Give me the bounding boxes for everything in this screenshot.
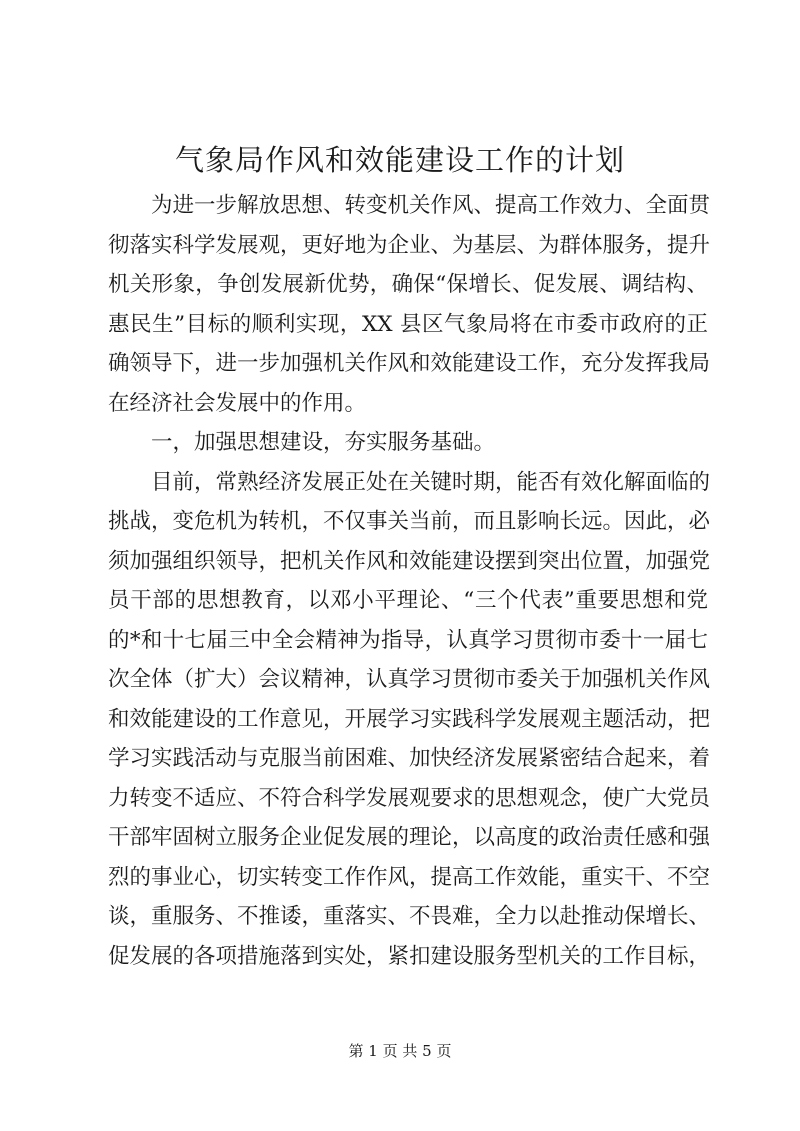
body-line: 彻落实科学发展观，更好地为企业、为基层、为群体服务，提升 bbox=[108, 232, 711, 258]
body-line: 须加强组织领导，把机关作风和效能建设摆到突出位置，加强党 bbox=[108, 548, 711, 574]
body-line: 在经济社会发展中的作用。 bbox=[108, 390, 367, 416]
body-line: 机关形象，争创发展新优势，确保“保增长、促发展、调结构、 bbox=[108, 272, 708, 297]
body-line: 确领导下，进一步加强机关作风和效能建设工作，充分发挥我局 bbox=[108, 351, 711, 376]
body-line: 烈的事业心，切实转变工作作风，提高工作效能，重实干、不空 bbox=[108, 864, 711, 890]
body-line: 惠民生”目标的顺利实现，XX 县区气象局将在市委市政府的正 bbox=[108, 311, 708, 337]
document-body bbox=[108, 186, 711, 976]
body-line: 力转变不适应、不符合科学发展观要求的思想观念，使广大党员 bbox=[108, 785, 711, 811]
body-line: 和效能建设的工作意见，开展学习实践科学发展观主题活动，把 bbox=[108, 706, 711, 732]
body-line: 目前，常熟经济发展正处在关键时期，能否有效化解面临的 bbox=[151, 469, 711, 495]
section-heading: 一，加强思想建设，夯实服务基础。 bbox=[151, 430, 496, 455]
body-line: 挑战，变危机为转机，不仅事关当前，而且影响长远。因此，必 bbox=[108, 509, 711, 534]
body-line: 学习实践活动与克服当前困难、加快经济发展紧密结合起来，着 bbox=[108, 746, 711, 771]
body-line: 谈，重服务、不推诿，重落实、不畏难，全力以赴推动保增长、 bbox=[108, 904, 711, 929]
body-line: 干部牢固树立服务企业促发展的理论，以高度的政治责任感和强 bbox=[108, 825, 711, 850]
body-line: 为进一步解放思想、转变机关作风、提高工作效力、全面贯 bbox=[151, 193, 711, 218]
body-line: 的*和十七届三中全会精神为指导，认真学习贯彻市委十一届七 bbox=[108, 627, 708, 653]
page-footer: 第 1 页 共 5 页 bbox=[348, 1042, 452, 1060]
document-title: 气象局作风和效能建设工作的计划 bbox=[174, 143, 625, 177]
body-line: 促发展的各项措施落到实处，紧扣建设服务型机关的工作目标， bbox=[108, 943, 711, 969]
body-line: 次全体（扩大）会议精神，认真学习贯彻市委关于加强机关作风 bbox=[108, 667, 711, 692]
body-line: 员干部的思想教育，以邓小平理论、“三个代表”重要思想和党 bbox=[108, 588, 708, 613]
